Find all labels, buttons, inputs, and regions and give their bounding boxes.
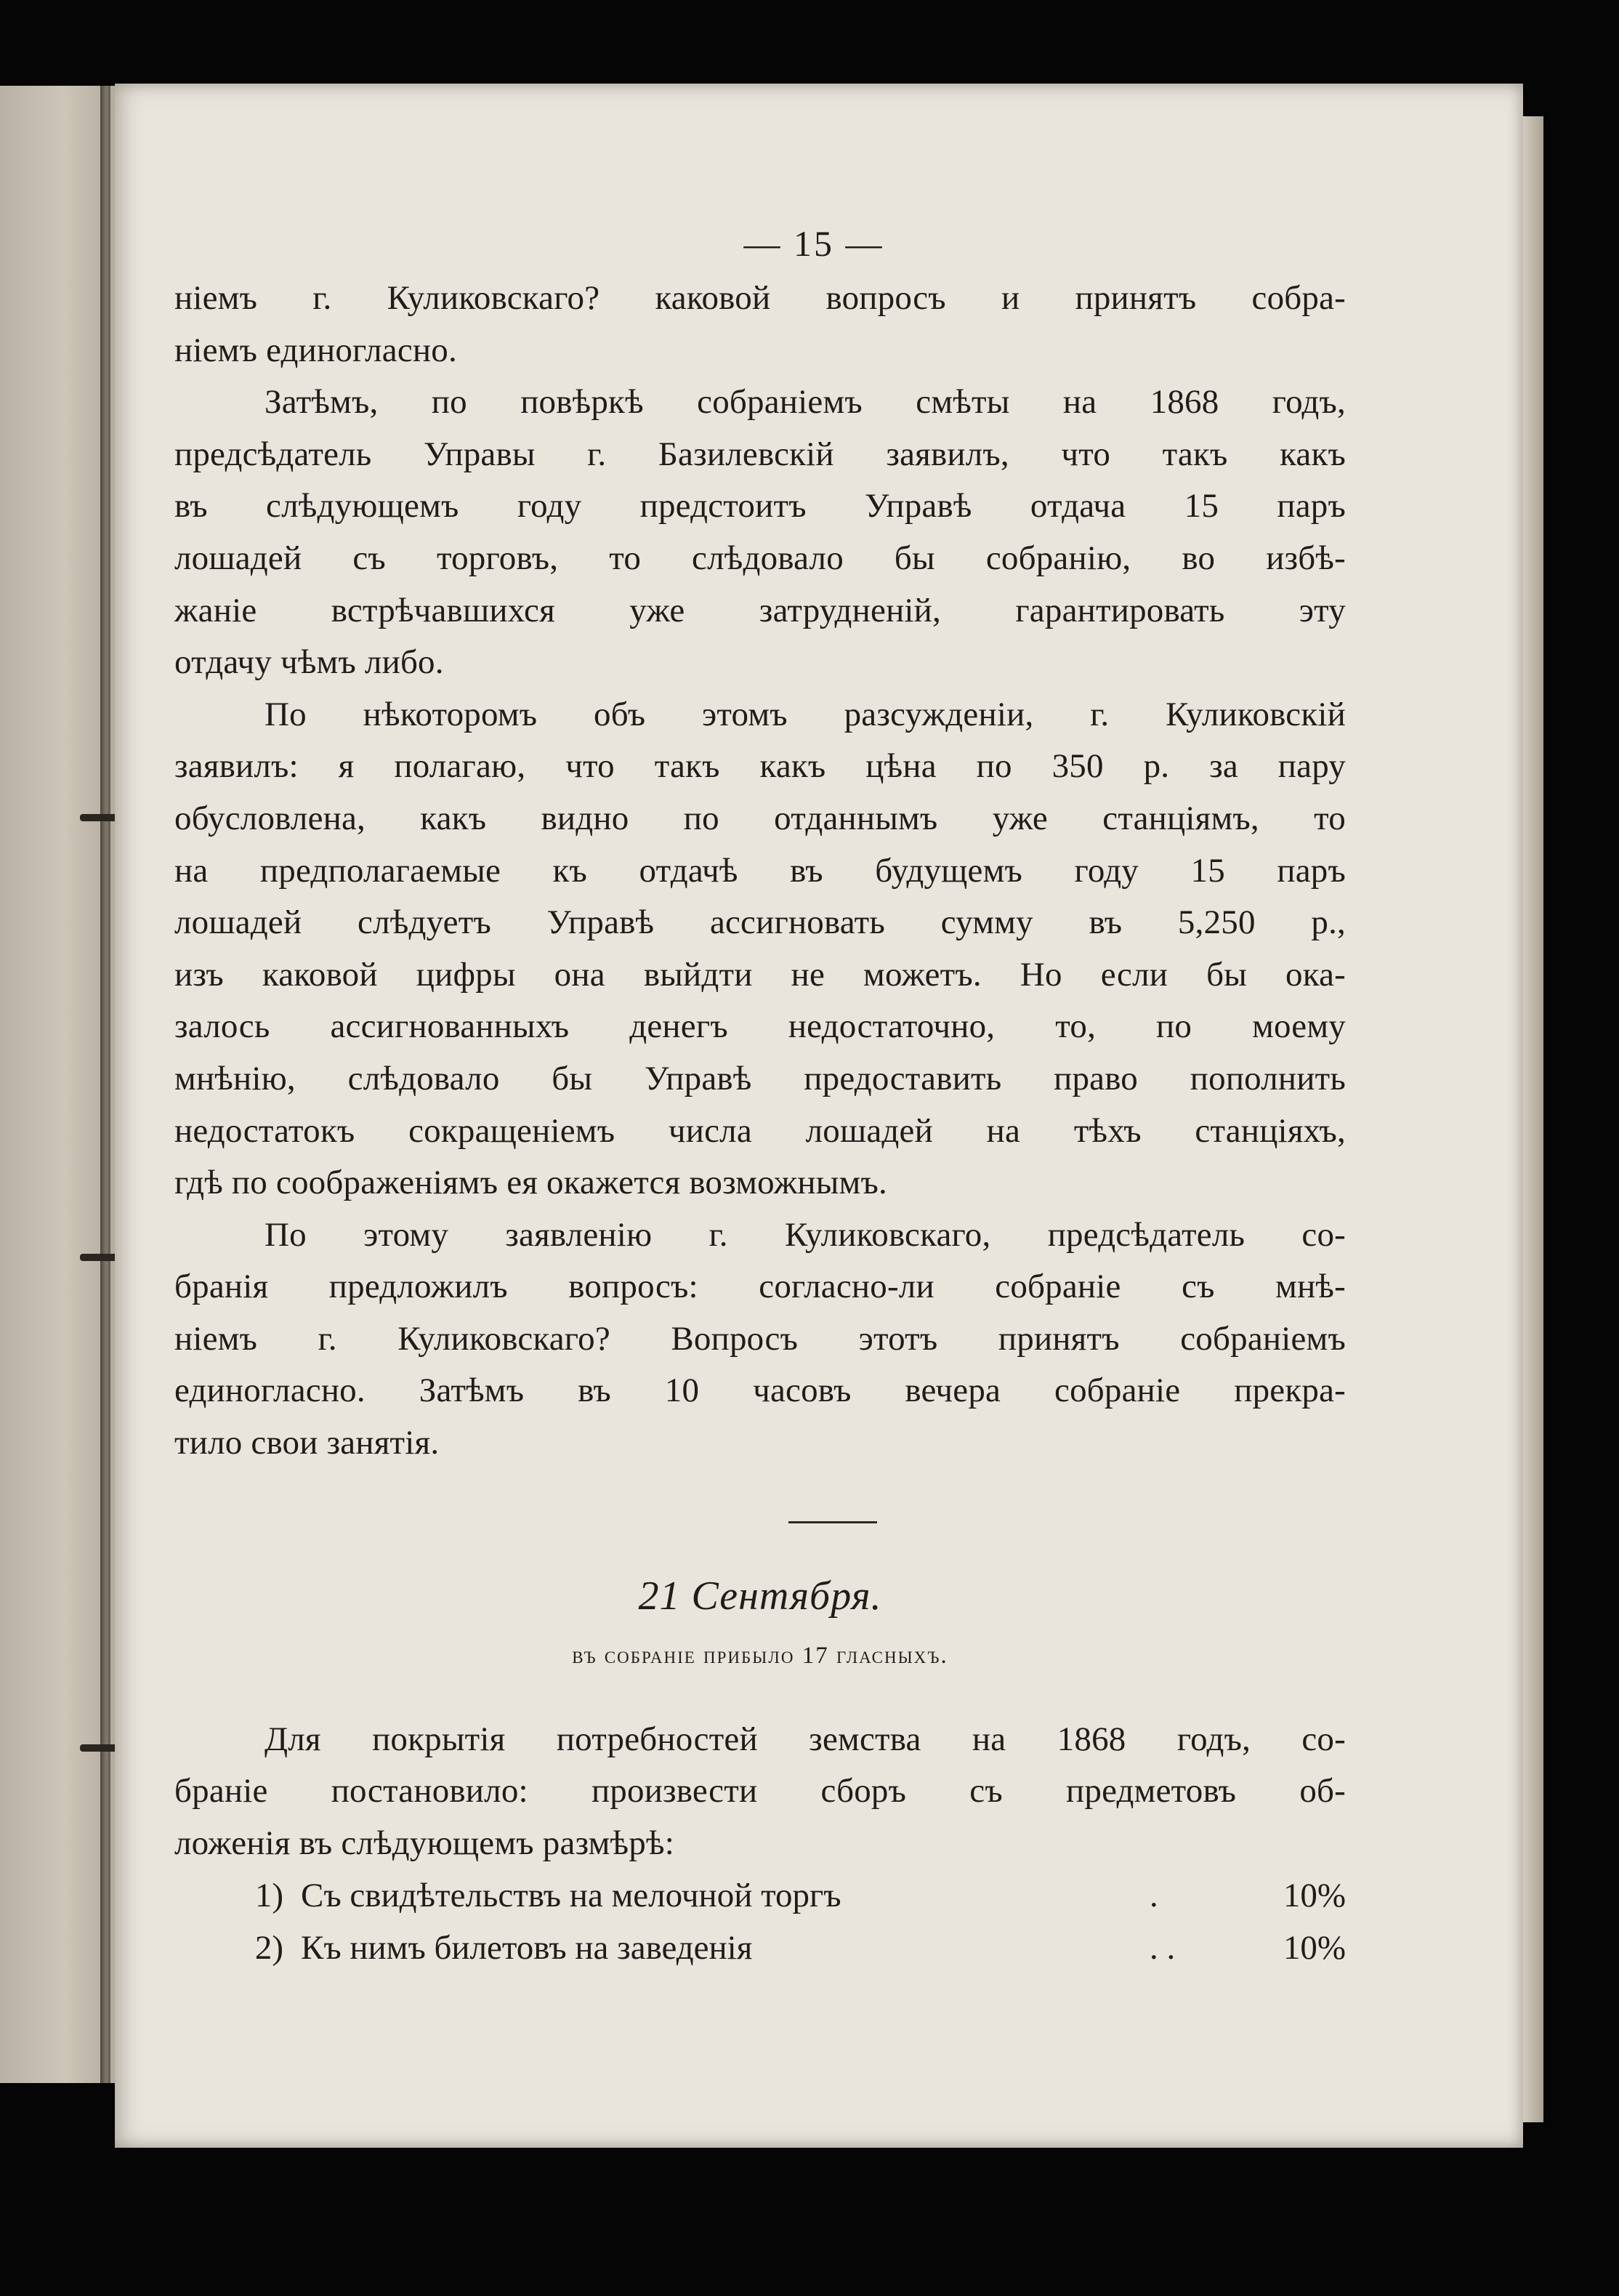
text-line: ложенія въ слѣдующемъ размѣрѣ: (174, 1824, 674, 1862)
item-leader: . . (1150, 1929, 1176, 1967)
text-line: изъ каковой цифры она выйдти не можетъ. Но если бы ока- (174, 955, 1346, 994)
text-line: недостатокъ сокращеніемъ числа лошадей на тѣхъ станціяхъ, (174, 1111, 1346, 1150)
text-line: По нѣкоторомъ объ этомъ разсужденіи, г. Куликовскій (265, 695, 1346, 733)
item-number: 2) (254, 1929, 283, 1967)
budget-paragraph (174, 1714, 1346, 1870)
attendance-note: въ собраніе прибыло 17 гласныхъ. (572, 1642, 948, 1669)
paragraph-2 (174, 376, 1346, 689)
text-line: ніемъ единогласно. (174, 331, 457, 369)
paragraph-4 (174, 1209, 1346, 1470)
text-line: жаніе встрѣчавшихся уже затрудненій, гарантировать эту (174, 591, 1346, 629)
text-line: на предполагаемые къ отдачѣ въ будущемъ году 15 паръ (174, 851, 1346, 890)
list-item (174, 1922, 1346, 1974)
text-line: бранія предложилъ вопросъ: согласно-ли собраніе съ мнѣ- (174, 1268, 1346, 1306)
text-line: заявилъ: я полагаю, что такъ какъ цѣна по 350 р. за пару (174, 747, 1346, 786)
text-line: лошадей съ торговъ, то слѣдовало бы собранію, во избѣ- (174, 539, 1346, 577)
item-rate: 10% (1283, 1929, 1346, 1967)
text-line: единогласно. Затѣмъ въ 10 часовъ вечера собраніе прекра- (174, 1371, 1346, 1410)
text-line: лошадей слѣдуетъ Управѣ ассигновать сумму въ 5,250 р., (174, 903, 1346, 942)
text-line: обусловлена, какъ видно по отданнымъ уже станціямъ, то (174, 799, 1346, 837)
text-line: залось ассигнованныхъ денегъ недостаточно, то, по моему (174, 1007, 1346, 1046)
item-label: Къ нимъ билетовъ на заведенія (301, 1929, 753, 1967)
paragraph-3 (174, 689, 1346, 1209)
text-line: По этому заявленію г. Куликовскаго, предсѣдатель со- (265, 1215, 1346, 1254)
text-line: ніемъ г. Куликовскаго? Вопросъ этотъ принятъ собраніемъ (174, 1319, 1346, 1358)
text-line: браніе постановило: произвести сборъ съ предметовъ об- (174, 1772, 1346, 1810)
date-heading: 21 Сентября. (638, 1573, 882, 1619)
section-divider (788, 1521, 877, 1523)
text-line: тило свои занятія. (174, 1424, 440, 1462)
text-line: отдачу чѣмъ либо. (174, 643, 444, 682)
item-number: 1) (254, 1877, 283, 1915)
text-line: Затѣмъ, по повѣркѣ собраніемъ смѣты на 1868 годъ, (265, 383, 1346, 422)
list-item (174, 1869, 1346, 1922)
text-line: Для покрытія потребностей земства на 1868 годъ, со- (265, 1720, 1346, 1758)
item-leader: . (1150, 1877, 1158, 1915)
item-rate: 10% (1283, 1877, 1346, 1915)
text-line: предсѣдатель Управы г. Базилевскій заявилъ, что такъ какъ (174, 435, 1346, 473)
paragraph-1 (174, 273, 1346, 376)
text-line: мнѣнію, слѣдовало бы Управѣ предоставить право пополнить (174, 1059, 1346, 1097)
facing-page-edge (0, 86, 116, 2083)
page-stack-edge (1523, 116, 1543, 2122)
text-line: ніемъ г. Куликовскаго? каковой вопросъ и принятъ собра- (174, 279, 1346, 317)
text-line: въ слѣдующемъ году предстоитъ Управѣ отдача 15 паръ (174, 487, 1346, 525)
book-spine (100, 86, 110, 2083)
item-label: Съ свидѣтельствъ на мелочной торгъ (301, 1877, 841, 1915)
page-number: — 15 — (743, 223, 884, 264)
text-line: гдѣ по соображеніямъ ея окажется возможнымъ. (174, 1164, 887, 1202)
page-text (174, 222, 1346, 1974)
